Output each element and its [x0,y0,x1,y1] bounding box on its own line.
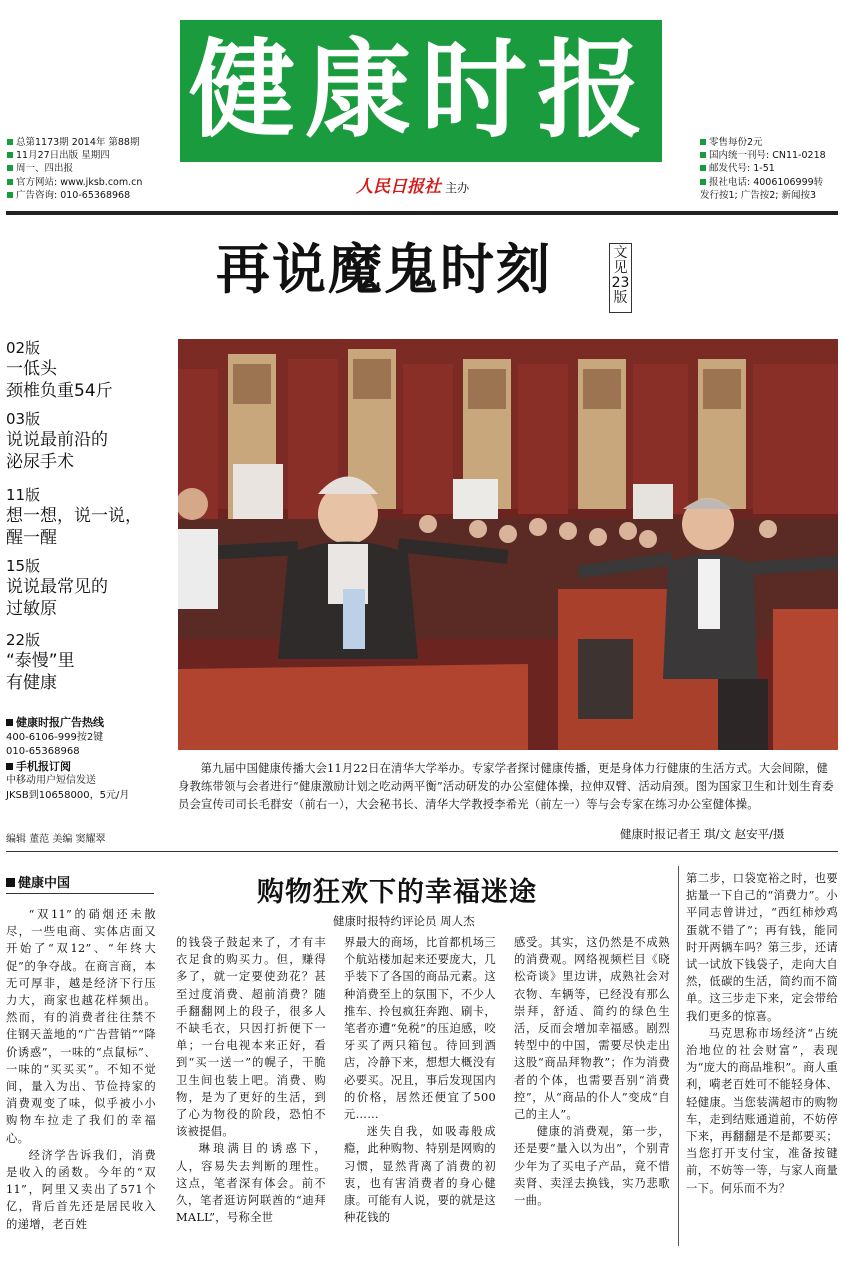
headline-page-ref[interactable]: 文见23版 [609,243,632,313]
article-paragraph: 迷失自我，如吸毒般成瘾，此种购物、特别是网购的习惯，显然背离了消费的初衷，也有害消费者的身心健康。可能有人说，要的就是这种花钱的 [344,1125,496,1225]
masthead [180,20,662,162]
article-paragraph: 的钱袋子鼓起来了，才有丰衣足食的购买力。但，赚得多了，就一定要使劲花？甚至过度消费、超前消费？随手翻翻网上的段子，很多人不缺毛衣，只因打折便下一单；一台电视本来正好，看到“买一送一”的幌子，干脆卫生间也装上吧。消费、购物，是为了更好的生活，到了心为物役的阶段，恐怕不该被提倡。 [176,936,326,1139]
index-page: 11版 [6,486,41,504]
index-page: 02版 [6,339,41,357]
publisher-role: 主办 [445,181,470,195]
index-item[interactable] [6,338,113,402]
publisher-line [356,172,469,197]
article-paragraph: 琳琅满目的诱惑下，人，容易失去判断的理性。这点，笔者深有体会。前不久，笔者逛访阿联酋的“迪拜MALL”，号称全世 [176,1142,326,1225]
issue-info-item: 11月27日出版 星期四 [7,149,142,162]
article-column [344,934,496,1226]
issue-info-item: 国内统一刊号: CN11-0218 [700,149,826,162]
issue-info-left [7,136,142,202]
issue-info-item: 广告咨询: 010-65368968 [7,189,142,202]
index-title-line: 醒一醒 [6,528,57,548]
square-bullet-icon [6,763,13,770]
index-item[interactable] [6,409,108,473]
ad-hotline-title: 健康时报广告热线 [16,716,104,729]
square-bullet-icon [6,719,13,726]
bullet-icon [700,179,706,185]
article-column [514,934,670,1209]
issue-info-item: 总第1173期 2014年 第88期 [7,136,142,149]
article-column [176,934,326,1226]
index-title-line: 一低头 [6,359,57,379]
index-item[interactable] [6,630,75,694]
issue-info-item: 邮发代号: 1-51 [700,162,826,175]
index-title-line: 有健康 [6,673,57,693]
sms-subscribe-line: JKSB到10658000，5元/月 [6,789,130,801]
lead-photo[interactable] [178,339,838,750]
issue-info-item: 官方网站: www.jksb.com.cn [7,176,142,189]
photo-credit: 健康时报记者王 琪/文 赵安平/摄 [620,827,785,841]
index-page: 22版 [6,631,41,649]
index-page: 15版 [6,557,41,575]
square-bullet-icon [6,878,15,887]
publisher-logo: 人民日报社 [356,177,441,197]
bullet-icon [7,165,13,171]
bullet-icon [7,179,13,185]
article-paragraph: 经济学告诉我们，消费是收入的函数。今年的“双11”，阿里又卖出了571个亿，背后首先还是居民收入的递增，老百姓 [6,1148,156,1231]
photo-caption: 第九届中国健康传播大会11月22日在清华大学举办。专家学者探讨健康传播，更是身体力行健康的生活方式。大会间隙，健身教练带领与会者进行“健康激励计划之吃动两平衡”活动研发的办公室健体操，拉伸双臂、活动肩颈。图为国家卫生和计划生育委员会宣传司司长毛群安（前右一），大会秘书长、清华大学教授李希光（前左一）等与会专家在练习办公室健体操。 [178,762,834,811]
index-title-line: 说说最前沿的 [6,430,108,450]
article-paragraph: 界最大的商场，比首都机场三个航站楼加起来还要庞大，几乎装下了各国的商品元素。这种消费至上的氛围下，不少人推车、拎包疯狂奔跑、刷卡，笔者亦遭“免税”的压迫感，咬牙买了两只箱包。待回到酒店，冷静下来，想想大概没有必要买。况且，事后发现国内的价格，居然还便宜了500元…… [344,936,496,1122]
ad-info-box [6,716,166,803]
newspaper-title: 健康时报 [189,29,653,152]
bullet-icon [700,165,706,171]
issue-info-item: 零售每份2元 [700,136,826,149]
article-paragraph: 马克思称市场经济“占统治地位的社会财富”，表现为“庞大的商品堆积”。商人重利，嗬老百姓可不能轻身体、轻健康。当您装满超市的购物车，走到结账通道前，不妨停下来，再翻翻是不是都要买；当您打开支付宝，准备按键前，不妨等一等，与家人商量一下。何乐而不为？ [686,1026,838,1195]
column-divider [678,866,679,1246]
sms-subscribe-line: 中移动用户短信发送 [6,775,96,786]
article-column [686,870,838,1197]
bullet-icon [700,139,706,145]
index-title-line: “泰慢”里 [6,651,75,671]
article-column [6,906,156,1233]
article-paragraph: 感受。其实，这仍然是不成熟的消费观。网络视频栏目《晓松奇谈》里边讲，成熟社会对衣物、车辆等，已经没有那么崇拜，舒适、简约的绿色生活，反而会增加幸福感。剧烈转型中的中国，需要尽快走出这股“商品拜物教”；作为消费者的个体，也需要吾别“消费控”，从“商品的仆人”变成“自己的主人”。 [514,936,670,1122]
article-paragraph: 第二步，口袋宽裕之时，也要掂量一下自己的“消费力”。小平同志曾讲过，“西红柿炒鸡蛋就不错了”；再有钱，能同时开两辆车吗？第三步，还请试一试放下钱袋子，走向大自然，低碳的生活，简约而不简单。这三步走下来，定会带给我们更多的惊喜。 [686,872,838,1023]
bullet-icon [700,152,706,158]
index-title-line: 颈椎负重54斤 [6,381,113,401]
index-item[interactable] [6,485,142,549]
index-title-line: 说说最常见的 [6,577,108,597]
section-divider [6,851,838,852]
index-item[interactable] [6,556,108,620]
masthead-rule [6,211,838,215]
sms-subscribe-title: 手机报订阅 [16,759,71,773]
index-title-line: 过敏原 [6,599,57,619]
ad-hotline-line: 010-65368968 [6,746,80,757]
issue-info-item: 发行按1; 广告按2; 新闻按3 [700,189,817,201]
conference-exercise-photo [178,339,838,750]
article-paragraph: “双11”的硝烟还未散尽，一些电商、实体店面又开始了“双12”、“年终大促”的争夺战。在商言商，本无可厚非，越是经济下行压力大，商家也越花样频出。然而，有的消费者往往禁不住钢天盖地的“广告营销”“降价诱惑”，一味的“点鼠标”、一味的“买买买”。不知不觉间，量入为出、节俭持家的消费观变了味，似乎被小小购物车拉走了我们的幸福心。 [6,908,156,1145]
article-paragraph: 健康的消费观，第一步，还是要“量入以为出”，个别青少年为了买电子产品，竟不惜卖肾、卖淫去换钱，实乃悲歌一曲。 [514,1125,670,1208]
index-title-line: 泌尿手术 [6,452,74,472]
section-label: 健康中国 [6,872,154,894]
issue-info-item: 报社电话: 4006106999转 [700,176,826,189]
bullet-icon [7,192,13,198]
index-page: 03版 [6,410,41,428]
bullet-icon [7,152,13,158]
editor-credits: 编辑 董范 美编 窦耀翠 [6,834,106,845]
issue-info-item: 周一、四出报 [7,162,142,175]
article-author: 健康时报特约评论员 周人杰 [333,914,475,928]
lead-headline[interactable]: 再说魔鬼时刻 [216,237,552,301]
index-title-line: 想一想，说一说， [6,506,142,526]
bullet-icon [7,139,13,145]
article-title[interactable]: 购物狂欢下的幸福迷途 [257,877,537,908]
issue-info-right [700,136,826,202]
ad-hotline-line: 400-6106-999按2键 [6,731,104,743]
